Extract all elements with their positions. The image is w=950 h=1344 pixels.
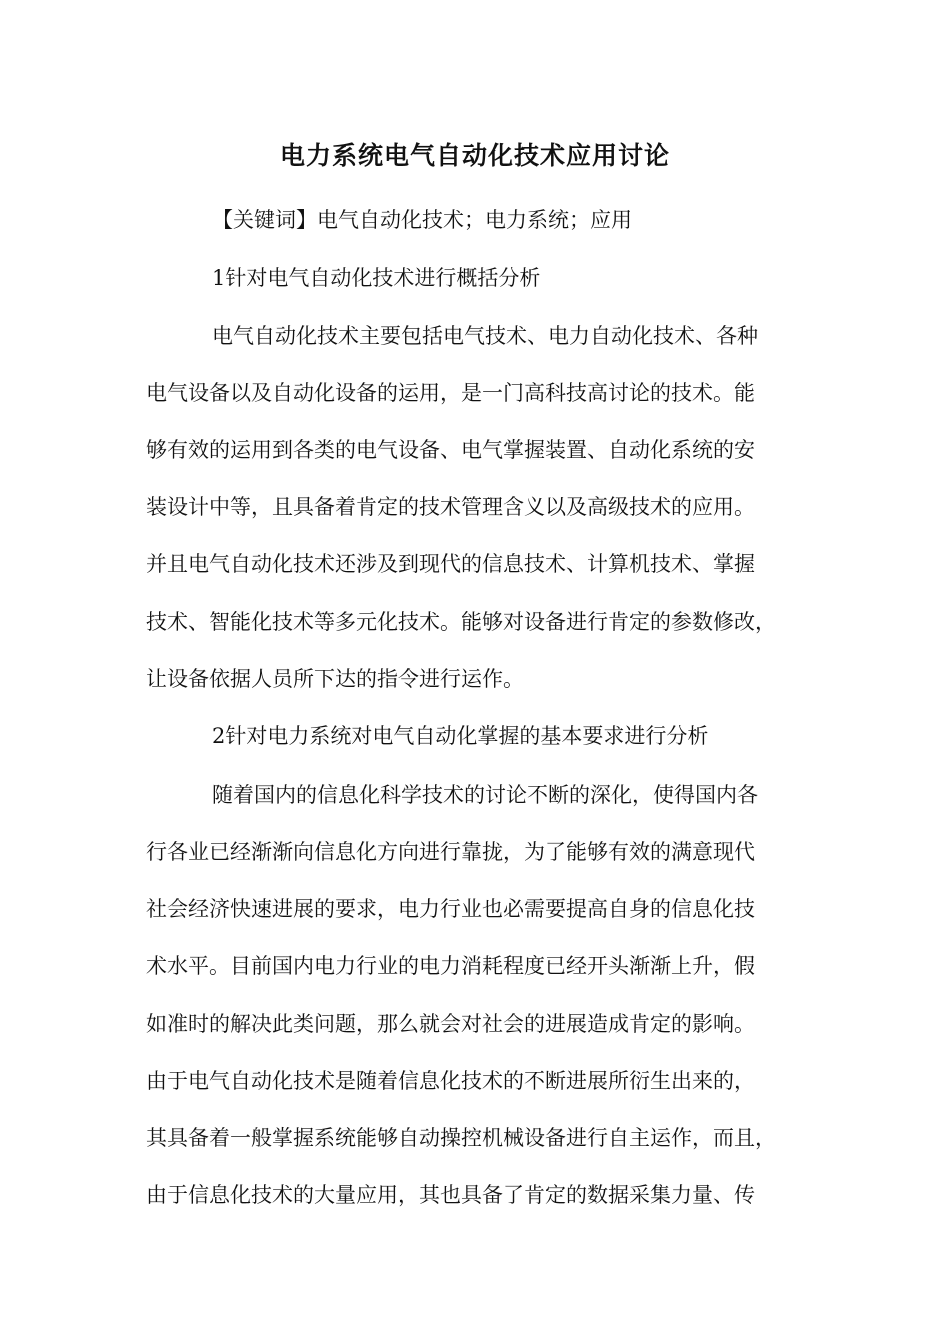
paragraph-1-line: 装设计中等，且具备着肯定的技术管理含义以及高级技术的应用。 <box>146 495 755 519</box>
section-heading-2: 2针对电力系统对电气自动化掌握的基本要求进行分析 <box>212 724 709 748</box>
paragraph-2-line: 社会经济快速进展的要求，电力行业也必需要提高自身的信息化技 <box>146 897 755 921</box>
paragraph-2-line: 由于信息化技术的大量应用，其也具备了肯定的数据采集力量、传 <box>146 1183 755 1207</box>
paragraph-2-line: 术水平。目前国内电力行业的电力消耗程度已经开头渐渐上升，假 <box>146 954 755 978</box>
paragraph-2-line: 由于电气自动化技术是随着信息化技术的不断进展所衍生出来的， <box>146 1069 755 1093</box>
paragraph-2-line: 其具备着一般掌握系统能够自动操控机械设备进行自主运作，而且， <box>146 1126 776 1150</box>
paragraph-1-line: 够有效的运用到各类的电气设备、电气掌握装置、自动化系统的安 <box>146 438 755 462</box>
paragraph-1-line: 电气设备以及自动化设备的运用，是一门高科技高讨论的技术。能 <box>146 381 755 405</box>
paragraph-2-line: 如准时的解决此类问题，那么就会对社会的进展造成肯定的影响。 <box>146 1012 755 1036</box>
keywords-line: 【关键词】电气自动化技术；电力系统；应用 <box>212 208 632 232</box>
document-title: 电力系统电气自动化技术应用讨论 <box>279 141 670 170</box>
paragraph-1-line: 电气自动化技术主要包括电气技术、电力自动化技术、各种 <box>212 324 758 348</box>
paragraph-2-line: 行各业已经渐渐向信息化方向进行靠拢，为了能够有效的满意现代 <box>146 840 755 864</box>
paragraph-1-line: 让设备依据人员所下达的指令进行运作。 <box>146 667 524 691</box>
section-heading-1: 1针对电气自动化技术进行概括分析 <box>212 266 541 290</box>
paragraph-1-line: 并且电气自动化技术还涉及到现代的信息技术、计算机技术、掌握 <box>146 552 755 576</box>
paragraph-2-line: 随着国内的信息化科学技术的讨论不断的深化，使得国内各 <box>212 783 758 807</box>
paragraph-1-line: 技术、智能化技术等多元化技术。能够对设备进行肯定的参数修改， <box>146 610 776 634</box>
